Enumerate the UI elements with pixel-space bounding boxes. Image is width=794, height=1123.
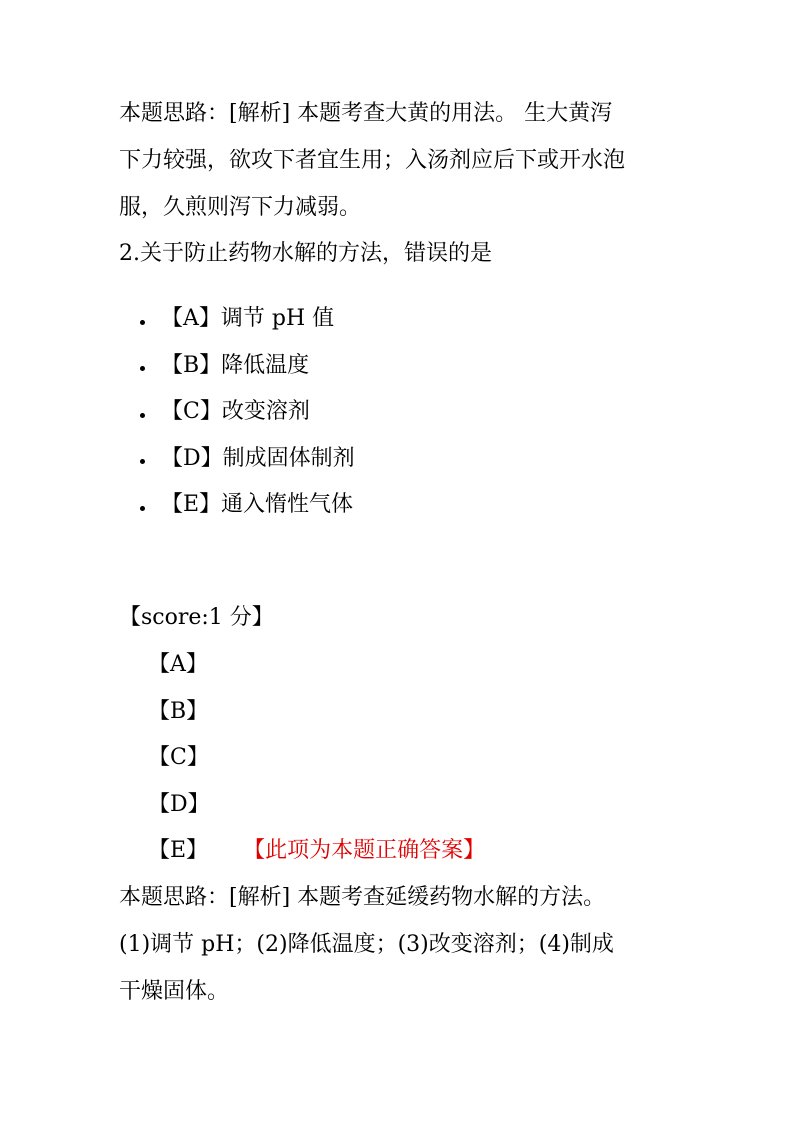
option-item-d <box>140 436 355 483</box>
answer-item-d: 【D】 <box>148 791 210 817</box>
answer-label: 【E】 <box>148 838 209 863</box>
explanation-line: 本题思路：[解析] 本题考查大黄的用法。 生大黄泻 <box>119 101 613 126</box>
option-item-a <box>140 296 355 343</box>
option-label: 【E】通入惰性气体 <box>161 492 354 517</box>
explanation-line: 服，久煎则泻下力减弱。 <box>119 195 362 220</box>
option-item-c <box>140 389 355 436</box>
bullet-icon <box>140 506 145 511</box>
question-text: 2.关于防止药物水解的方法，错误的是 <box>119 241 492 266</box>
explanation-line: 干燥固体。 <box>119 979 230 1004</box>
option-item-b <box>140 343 355 390</box>
answer-explanation <box>119 874 679 1015</box>
explanation-line: 本题思路：[解析] 本题考查延缓药物水解的方法。 <box>119 885 606 910</box>
explanation-line: 下力较强，欲攻下者宜生用；入汤剂应后下或开水泡 <box>119 148 626 173</box>
option-label: 【D】制成固体制剂 <box>161 445 355 471</box>
explanation-line: (1)调节 pH；(2)降低温度；(3)改变溶剂；(4)制成 <box>119 932 614 957</box>
bullet-icon <box>140 320 145 325</box>
bullet-icon <box>140 459 145 464</box>
score-label: 【score:1 分】 <box>119 605 274 630</box>
bullet-icon <box>140 366 145 371</box>
option-label: 【C】改变溶剂 <box>161 399 310 424</box>
answer-item-b: 【B】 <box>148 698 209 724</box>
option-label: 【A】调节 pH 值 <box>161 306 335 331</box>
bullet-icon <box>140 413 145 418</box>
correct-answer-note: 【此项为本题正确答案】 <box>254 838 486 863</box>
option-label: 【B】降低温度 <box>161 352 310 378</box>
option-list <box>140 296 355 529</box>
answer-list <box>148 642 485 875</box>
previous-explanation <box>119 90 679 231</box>
answer-item-e <box>148 828 485 875</box>
answer-item-a: 【A】 <box>148 652 208 677</box>
option-item-e <box>140 482 355 529</box>
answer-item-c: 【C】 <box>148 745 209 770</box>
